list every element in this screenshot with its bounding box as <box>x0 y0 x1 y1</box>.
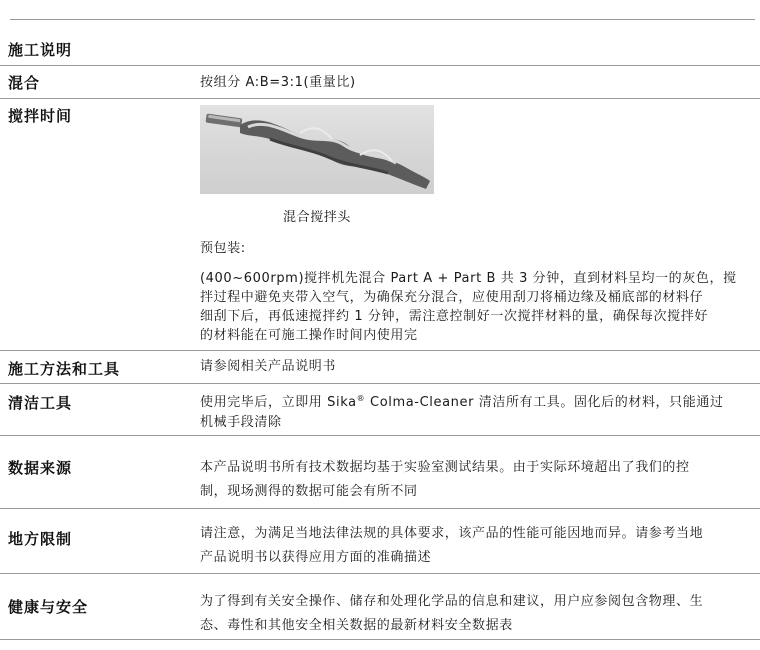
text-line <box>200 389 748 413</box>
text-fragment: 使用完毕后，立即用 Sika <box>200 395 357 410</box>
prepack-label: 预包装: <box>200 241 246 256</box>
local-restrictions-text <box>200 522 748 570</box>
health-safety-text <box>200 590 748 638</box>
local-restrictions-label: 地方限制 <box>8 530 73 548</box>
divider <box>0 573 760 574</box>
mixing-instructions <box>200 269 748 345</box>
text-line: 请注意，为满足当地法律法规的具体要求，该产品的性能可能因地而异。请参考当地 <box>200 526 704 541</box>
data-source-label: 数据来源 <box>8 459 73 477</box>
mixing-time-label: 搅拌时间 <box>8 107 73 125</box>
registered-mark: ® <box>356 394 366 403</box>
text-line: 本产品说明书所有技术数据均基于实验室测试结果。由于实际环境超出了我们的控 <box>200 460 690 475</box>
cleaning-text <box>200 389 748 433</box>
methods-tools-label: 施工方法和工具 <box>8 360 121 378</box>
text-line: 为了得到有关安全操作、储存和处理化学品的信息和建议，用户应参阅包含物理、生 <box>200 594 704 609</box>
text-line: 态、毒性和其他安全相关数据的最新材料安全数据表 <box>200 618 513 633</box>
text-line: 制，现场测得的数据可能会有所不同 <box>200 484 418 499</box>
methods-tools-text: 请参阅相关产品说明书 <box>200 359 337 374</box>
mixing-ratio-text: 按组分 A:B=3:1(重量比) <box>200 75 356 90</box>
text-line: (400~600rpm)搅拌机先混合 Part A + Part B 共 3 分钟，直到材料呈均一的灰色，搅 <box>200 271 737 286</box>
divider <box>0 508 760 509</box>
cleaning-label: 清洁工具 <box>8 394 73 412</box>
text-line: 细刮下后，再低速搅拌约 1 分钟，需注意控制好一次搅拌材料的量，确保每次搅拌好 <box>200 309 708 324</box>
divider <box>0 383 760 384</box>
top-rule <box>10 19 755 20</box>
mixing-label: 混合 <box>8 74 41 92</box>
text-fragment: Colma-Cleaner 清洁所有工具。固化后的材料，只能通过 <box>365 395 724 410</box>
text-line: 的材料能在可施工操作时间内使用完 <box>200 328 418 343</box>
text-line: 产品说明书以获得应用方面的准确描述 <box>200 550 432 565</box>
divider <box>0 98 760 99</box>
section-title: 施工说明 <box>8 41 73 59</box>
health-safety-label: 健康与安全 <box>8 598 89 616</box>
data-source-text <box>200 456 748 504</box>
mixing-paddle-image <box>200 105 434 194</box>
divider <box>0 639 760 640</box>
divider <box>0 350 760 351</box>
divider <box>0 65 760 66</box>
text-line: 机械手段清除 <box>200 415 282 430</box>
text-line: 拌过程中避免夹带入空气，为确保充分混合，应使用刮刀将桶边缘及桶底部的材料仔 <box>200 290 704 305</box>
image-caption: 混合搅拌头 <box>283 210 352 225</box>
divider <box>0 435 760 436</box>
